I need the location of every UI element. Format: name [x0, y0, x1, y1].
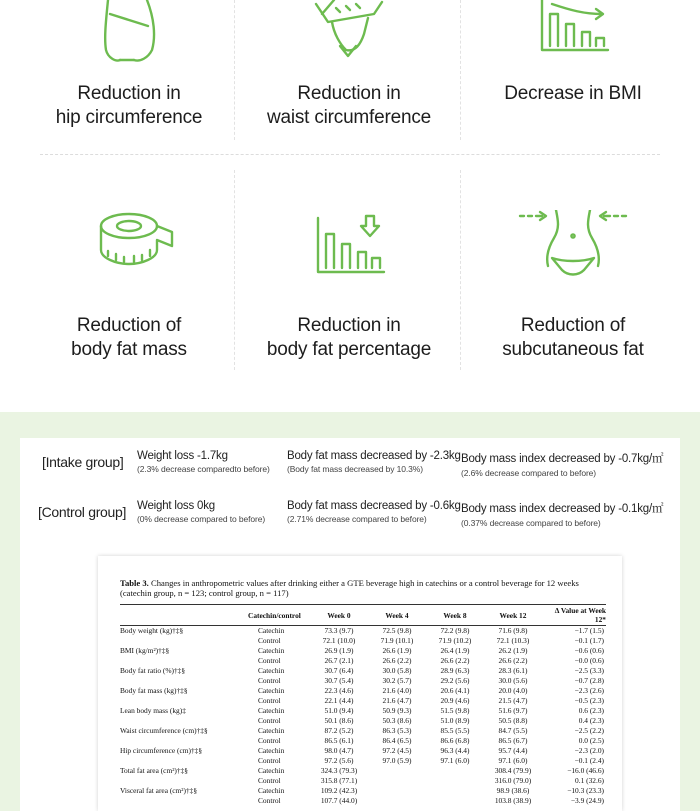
table-cell: 98.0 (4.7): [324, 746, 354, 755]
table-cell: −2.5 (3.3): [574, 666, 604, 675]
table-cell: 98.9 (38.6): [496, 786, 530, 795]
table-cell: 21.6 (4.0): [382, 686, 412, 695]
table-cell: 97.1 (6.0): [498, 756, 528, 765]
table-cell: 50.9 (9.3): [382, 706, 412, 715]
table-cell: [120, 776, 248, 786]
stat-sub: (2.71% decrease compared to before): [287, 514, 427, 524]
table-cell: 28.3 (6.1): [498, 666, 528, 675]
table-cell: [368, 786, 426, 796]
waist-measure-icon: [236, 0, 462, 80]
table-cell: 71.9 (10.1): [380, 636, 414, 645]
table-cell: Catechin: [258, 686, 285, 695]
table-cell: 71.6 (9.8): [498, 626, 528, 635]
benefit-label-line2: subcutaneous fat: [502, 339, 644, 360]
table-cell: 97.2 (4.5): [382, 746, 412, 755]
benefit-label-line2: hip circumference: [55, 107, 203, 128]
table-cell: −0.0 (0.6): [574, 656, 604, 665]
study-table-image: [98, 556, 622, 811]
table-row: [120, 646, 606, 656]
stat-sub: (2.6% decrease compared to before): [461, 468, 597, 478]
table-cell: −1.7 (1.5): [574, 626, 604, 635]
benefit-body-fat-mass: [16, 170, 242, 370]
table-cell: 51.6 (9.7): [498, 706, 528, 715]
bar-chart-down-arrow-icon: [236, 210, 462, 290]
table-cell: 30.7 (5.4): [324, 676, 354, 685]
table-cell: 87.2 (5.2): [324, 726, 354, 735]
table-cell: −0.6 (0.6): [574, 646, 604, 655]
table-cell: −0.1 (1.7): [574, 636, 604, 645]
table-cell: 97.1 (6.0): [440, 756, 470, 765]
table-cell: 50.1 (8.6): [324, 716, 354, 725]
table-cell: 73.3 (9.7): [324, 626, 354, 635]
table-cell: 315.8 (77.1): [320, 776, 358, 785]
table-cell: 26.6 (1.9): [382, 646, 412, 655]
table-cell: 22.3 (4.6): [324, 686, 354, 695]
table-cell: 0.1 (32.6): [575, 776, 604, 785]
measuring-tape-roll-icon: [16, 210, 242, 290]
table-cell: Control: [258, 756, 281, 765]
waist-squeeze-icon: [460, 210, 686, 290]
group-name: [Control group]: [38, 504, 127, 520]
table-cell: 26.6 (2.2): [382, 656, 412, 665]
table-row: [120, 676, 606, 686]
benefit-decrease-bmi: [460, 0, 686, 140]
table-cell: 97.2 (5.6): [324, 756, 354, 765]
table-cell: Catechin: [258, 666, 285, 675]
stat-sub: (2.3% decrease comparedto before): [137, 464, 270, 474]
group-name: [Intake group]: [42, 454, 124, 470]
table-cell: 86.6 (6.8): [440, 736, 470, 745]
stat-sub: (0.37% decrease compared to before): [461, 518, 601, 528]
table-cell: 72.1 (10.0): [322, 636, 356, 645]
anthropometric-table: [120, 605, 606, 806]
table-cell: [120, 696, 248, 706]
table-cell: 20.6 (4.1): [440, 686, 470, 695]
table-row: [120, 736, 606, 746]
table-cell: 84.7 (5.5): [498, 726, 528, 735]
table-row: [120, 656, 606, 666]
table-row: [120, 686, 606, 696]
stat-sub: (Body fat mass decreased by 10.3%): [287, 464, 423, 474]
benefit-hip-circumference: [16, 0, 242, 140]
table-cell: 109.2 (42.3): [320, 786, 358, 795]
table-cell: [426, 796, 484, 806]
stat-weight-loss: [137, 450, 270, 474]
table-cell: 0.6 (2.3): [578, 706, 604, 715]
stat-main: Body fat mass decreased by -2.3kg: [287, 450, 461, 462]
table-cell: 26.6 (2.2): [498, 656, 528, 665]
table-cell: −0.7 (2.8): [574, 676, 604, 685]
stat-main: Weight loss -1.7kg: [137, 450, 228, 462]
table-cell: 0.0 (2.5): [578, 736, 604, 745]
table-cell: Control: [258, 736, 281, 745]
stat-main: Body mass index decreased by -0.7kg/㎡: [461, 453, 664, 465]
divider: [40, 154, 660, 155]
table-header-row: [120, 605, 606, 626]
table-cell: [120, 636, 248, 646]
table-cell: 86.5 (6.1): [324, 736, 354, 745]
table-row: [120, 716, 606, 726]
table-row: [120, 666, 606, 676]
table-cell: −0.5 (2.3): [574, 696, 604, 705]
results-section: [0, 412, 700, 811]
decreasing-bar-chart-icon: [460, 0, 686, 80]
benefit-label-line2: waist circumference: [266, 107, 432, 128]
table-row: [120, 706, 606, 716]
table-cell: Catechin: [258, 706, 285, 715]
table-cell: [426, 776, 484, 786]
table-cell: −2.3 (2.0): [574, 746, 604, 755]
table-cell: 20.0 (4.0): [498, 686, 528, 695]
table-cell: [368, 766, 426, 776]
table-cell: [120, 676, 248, 686]
table-row: [120, 636, 606, 646]
table-cell: 72.2 (9.8): [440, 626, 470, 635]
table-cell: [120, 796, 248, 806]
table-cell: 51.5 (9.8): [440, 706, 470, 715]
table-cell: 30.0 (5.6): [498, 676, 528, 685]
table-cell: Control: [258, 676, 281, 685]
table-cell: Control: [258, 776, 281, 785]
results-card: [20, 438, 680, 811]
table-cell: Total fat area (cm²)†‡§: [120, 766, 188, 775]
table-row: [120, 626, 606, 637]
table-cell: 95.7 (4.4): [498, 746, 528, 755]
benefit-label-line1: Reduction of: [76, 315, 182, 336]
stat-main: Body mass index decreased by -0.1kg/㎡: [461, 503, 664, 515]
table-header-cell: Week 12: [484, 605, 542, 626]
benefit-label-line1: Reduction in: [77, 83, 181, 104]
table-cell: Body fat ratio (%)†‡§: [120, 666, 186, 675]
table-cell: Control: [258, 796, 281, 805]
table-cell: 316.0 (79.0): [494, 776, 532, 785]
benefit-label-line2: body fat mass: [71, 339, 187, 360]
benefit-label-line2: body fat percentage: [266, 339, 432, 360]
stat-sub: (0% decrease compared to before): [137, 514, 266, 524]
table-body: [120, 626, 606, 807]
table-cell: Visceral fat area (cm²)†‡§: [120, 786, 198, 795]
table-cell: Catechin: [258, 766, 285, 775]
table-header-cell: Week 8: [426, 605, 484, 626]
table-cell: [426, 766, 484, 776]
table-cell: Catechin: [258, 646, 285, 655]
table-cell: 30.2 (5.7): [382, 676, 412, 685]
table-cell: −10.3 (23.3): [567, 786, 604, 795]
table-row: [120, 696, 606, 706]
table-cell: −16.0 (46.6): [567, 766, 604, 775]
table-row: [120, 786, 606, 796]
table-cell: −2.5 (2.2): [574, 726, 604, 735]
table-cell: 26.6 (2.2): [440, 656, 470, 665]
benefit-waist-circumference: [236, 0, 462, 140]
table-cell: 51.0 (9.4): [324, 706, 354, 715]
table-cell: [120, 736, 248, 746]
table-cell: −0.1 (2.4): [574, 756, 604, 765]
table-row: [120, 776, 606, 786]
table-cell: [368, 776, 426, 786]
benefit-label-line1: Reduction in: [297, 315, 401, 336]
table-cell: 26.7 (2.1): [324, 656, 354, 665]
table-row: [120, 766, 606, 776]
table-cell: 50.3 (8.6): [382, 716, 412, 725]
table-cell: Control: [258, 636, 281, 645]
table-cell: Control: [258, 656, 281, 665]
table-caption: [120, 578, 606, 598]
table-cell: Control: [258, 696, 281, 705]
table-cell: BMI (kg/m²)†‡§: [120, 646, 170, 655]
table-cell: [426, 786, 484, 796]
table-cell: 71.9 (10.2): [438, 636, 472, 645]
benefit-label-line1: Reduction in: [297, 83, 401, 104]
table-cell: 86.5 (6.7): [498, 736, 528, 745]
table-cell: 22.1 (4.4): [324, 696, 354, 705]
table-cell: 21.6 (4.7): [382, 696, 412, 705]
benefit-subcutaneous-fat: [460, 170, 686, 370]
table-cell: 26.9 (1.9): [324, 646, 354, 655]
table-cell: Body fat mass (kg)†‡§: [120, 686, 188, 695]
table-cell: [120, 716, 248, 726]
stat-body-fat-mass: [287, 500, 461, 524]
table-cell: Catechin: [258, 726, 285, 735]
table-cell: Control: [258, 716, 281, 725]
table-cell: 96.3 (4.4): [440, 746, 470, 755]
table-cell: 26.4 (1.9): [440, 646, 470, 655]
table-cell: −3.9 (24.9): [570, 796, 604, 805]
table-cell: 29.2 (5.6): [440, 676, 470, 685]
table-caption-label: Table 3.: [120, 578, 149, 588]
table-cell: 28.9 (6.3): [440, 666, 470, 675]
table-cell: 86.3 (5.3): [382, 726, 412, 735]
table-cell: 26.2 (1.9): [498, 646, 528, 655]
table-cell: Lean body mass (kg)‡: [120, 706, 186, 715]
table-cell: 72.1 (10.3): [496, 636, 530, 645]
table-cell: Hip circumference (cm)†‡§: [120, 746, 203, 755]
benefit-label-line1: Reduction of: [520, 315, 626, 336]
table-cell: 103.8 (38.9): [494, 796, 532, 805]
table-header-cell: Δ Value at Week 12*: [542, 605, 606, 626]
stat-bmi: [461, 500, 663, 528]
table-cell: Catechin: [258, 746, 285, 755]
stat-main: Weight loss 0kg: [137, 500, 215, 512]
table-cell: 50.5 (8.8): [498, 716, 528, 725]
table-cell: 308.4 (79.9): [494, 766, 532, 775]
table-cell: Catechin: [258, 626, 285, 635]
table-cell: [120, 756, 248, 766]
table-cell: 51.0 (8.9): [440, 716, 470, 725]
table-cell: 20.9 (4.6): [440, 696, 470, 705]
table-cell: Catechin: [258, 786, 285, 795]
stat-weight-loss: [137, 500, 265, 524]
benefit-body-fat-percentage: [236, 170, 462, 370]
table-row: [120, 726, 606, 736]
table-cell: 86.4 (6.5): [382, 736, 412, 745]
stat-main: Body fat mass decreased by -0.6kg: [287, 500, 461, 512]
table-cell: 21.5 (4.7): [498, 696, 528, 705]
table-row: [120, 746, 606, 756]
table-cell: 324.3 (79.3): [320, 766, 358, 775]
table-cell: Body weight (kg)†‡§: [120, 626, 184, 635]
table-cell: 0.4 (2.3): [578, 716, 604, 725]
table-header-cell: Catechin/control: [248, 605, 310, 626]
table-cell: 72.5 (9.8): [382, 626, 412, 635]
stat-body-fat-mass: [287, 450, 461, 474]
table-caption-text: Changes in anthropometric values after drinking either a GTE beverage high in catechins or a control beverage for 12 weeks (catechin group, n = 123; control group, n = 117): [120, 578, 579, 598]
hip-measure-icon: [16, 0, 242, 80]
table-cell: 107.7 (44.0): [320, 796, 358, 805]
table-cell: [368, 796, 426, 806]
table-cell: 30.7 (6.4): [324, 666, 354, 675]
table-header-cell: [120, 605, 248, 626]
table-cell: 97.0 (5.9): [382, 756, 412, 765]
benefit-label-line1: Decrease in BMI: [504, 83, 642, 104]
table-cell: −2.3 (2.6): [574, 686, 604, 695]
table-row: [120, 796, 606, 806]
table-row: [120, 756, 606, 766]
table-cell: 30.0 (5.8): [382, 666, 412, 675]
table-cell: [120, 656, 248, 666]
table-cell: Waist circumference (cm)†‡§: [120, 726, 208, 735]
table-header-cell: Week 4: [368, 605, 426, 626]
table-header-cell: Week 0: [310, 605, 368, 626]
table-cell: 85.5 (5.5): [440, 726, 470, 735]
stat-bmi: [461, 450, 663, 478]
study-table: [120, 578, 606, 806]
